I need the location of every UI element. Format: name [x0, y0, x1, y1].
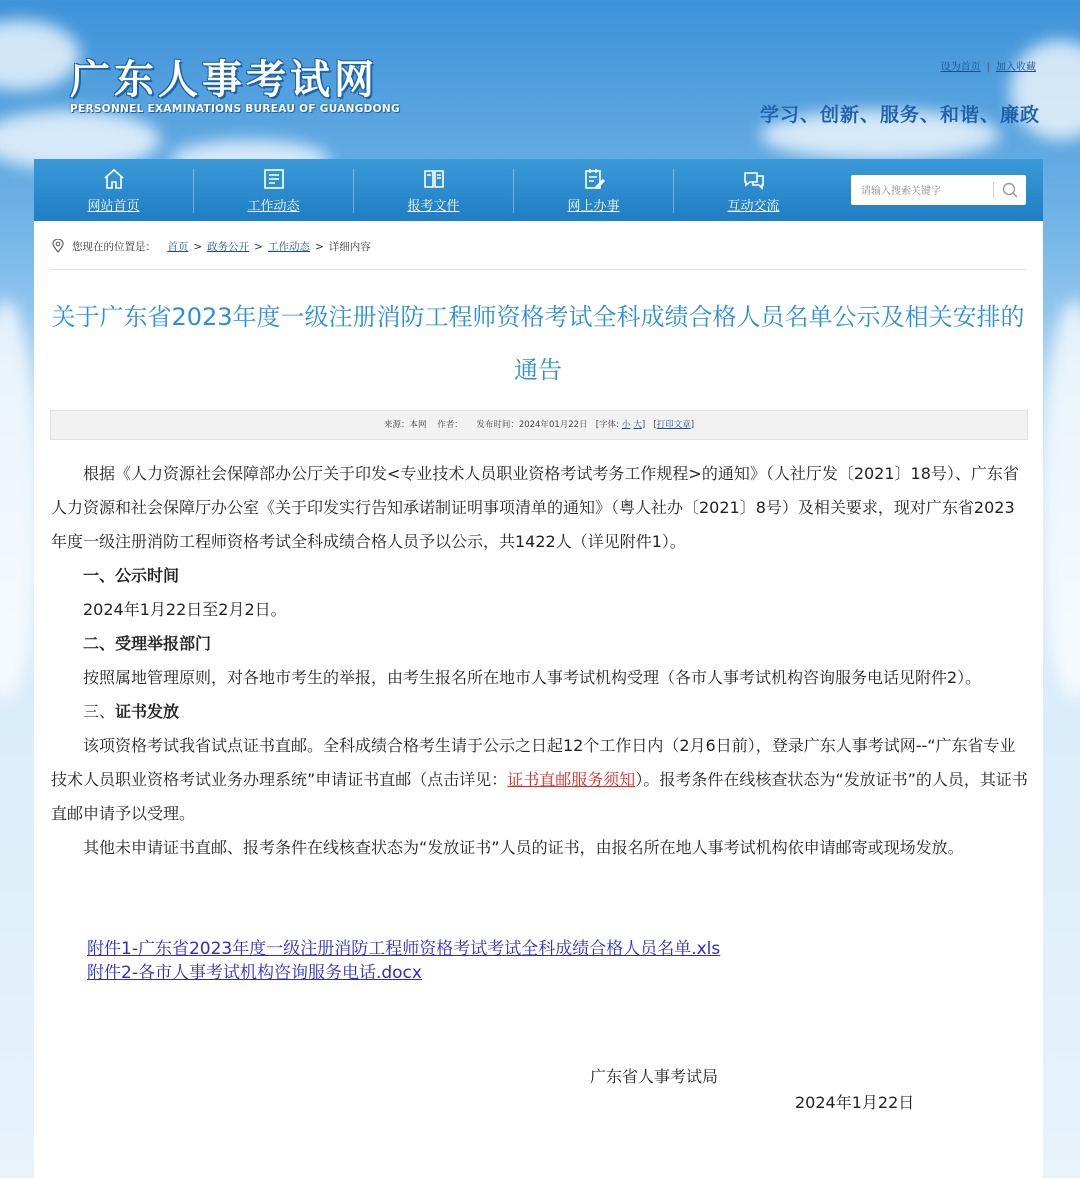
- cloud-decoration: [0, 20, 80, 90]
- breadcrumb: [52, 239, 371, 254]
- search-box: [851, 175, 1026, 205]
- section3-text-a: 该项资格考试我省试点证书直邮。全科成绩合格考生请于公示之日起12个工作日内（2月6日前），登录广东人事考试网--“广东省专业技术人员职业资格考试业务办理系统”申请证书直邮（点击详见：: [51, 736, 1016, 789]
- location-pin-icon: [52, 239, 64, 253]
- breadcrumb-prefix: 您现在的位置是：: [72, 241, 156, 253]
- nav-item-online-service[interactable]: [514, 159, 673, 221]
- nav-item-exam-files[interactable]: [354, 159, 513, 221]
- divider: [50, 269, 1026, 270]
- intro-paragraph: 根据《人力资源社会保障部办公厅关于印发<专业技术人员职业资格考试考务工作规程>的通知》（人社厅发〔2021〕18号）、广东省人力资源和社会保障厅办公室《关于印发实行告知承诺制证明事项清单的通知》（粤人社办〔2021〕8号）及相关要求，现对广东省2023年度一级注册消防工程师资格考试全科成绩合格人员予以公示，共1422人（详见附件1）。: [51, 464, 1019, 551]
- section3-text-b: ）。报考条件在线核查状态为“发放证书”的人员，其证书直邮申请予以受理。: [51, 770, 1028, 823]
- search-icon[interactable]: [999, 180, 1021, 200]
- font-small-button[interactable]: 小: [621, 420, 631, 430]
- font-large-button[interactable]: 大: [633, 420, 642, 430]
- article-body: [51, 457, 1029, 865]
- nav-item-interaction[interactable]: [674, 159, 833, 221]
- attachments: [87, 937, 720, 985]
- book-icon: [422, 167, 446, 191]
- add-favorite-link[interactable]: 加入收藏: [996, 62, 1036, 73]
- site-subtitle: PERSONNEL EXAMINATIONS BUREAU OF GUANGDONG: [70, 103, 400, 115]
- nav-label: 报考文件: [407, 199, 460, 214]
- search-input[interactable]: [859, 181, 991, 201]
- nav-item-home[interactable]: [34, 159, 193, 221]
- section3-text2: 其他未申请证书直邮、报考条件在线核查状态为“发放证书”人员的证书，由报名所在地人事考试机构依申请邮寄或现场发放。: [83, 838, 964, 857]
- cloud-decoration: [1040, 300, 1080, 700]
- breadcrumb-arrow: >: [314, 241, 324, 253]
- attachment-link[interactable]: 附件1-广东省2023年度一级注册消防工程师资格考试考试全科成绩合格人员名单.xls: [87, 939, 721, 959]
- meta-print-close: ]: [690, 420, 695, 430]
- nav-label: 工作动态: [247, 199, 300, 214]
- content-panel: [34, 221, 1043, 1178]
- news-icon: [262, 167, 286, 191]
- nav-item-news[interactable]: [194, 159, 353, 221]
- section2-heading: 二、受理举报部门: [83, 634, 212, 653]
- section3-heading-line: [51, 695, 1029, 729]
- nav-label: 互动交流: [727, 199, 780, 214]
- breadcrumb-arrow: >: [193, 241, 203, 253]
- section3-paragraph: [51, 729, 1029, 831]
- section2-text: 按照属地管理原则，对各地市考生的举报，由考生报名所在地市人事考试机构受理（各市人事考试机构咨询服务电话见附件2）。: [83, 668, 982, 687]
- chat-icon: [742, 167, 766, 191]
- section3-prefix: 三、: [83, 702, 116, 721]
- section3-heading: 证书发放: [115, 702, 180, 721]
- link-separator: |: [986, 62, 990, 73]
- main-nav: [34, 159, 1043, 221]
- nav-label: 网站首页: [87, 199, 140, 214]
- home-icon: [102, 167, 126, 191]
- meta-source: 来源：本网: [383, 420, 427, 430]
- meta-published: 发布时间：2024年01月22日: [476, 420, 588, 430]
- article-meta: [50, 410, 1028, 440]
- meta-font-close: ]: [641, 420, 646, 430]
- slogan: 学习、创新、服务、和谐、廉政: [759, 104, 1040, 126]
- print-article-link[interactable]: 打印文章: [656, 420, 691, 430]
- breadcrumb-gov-affairs[interactable]: 政务公开: [207, 241, 250, 253]
- attachment-link[interactable]: 附件2-各市人事考试机构咨询服务电话.docx: [87, 963, 422, 983]
- signature-date: 2024年1月22日: [795, 1093, 915, 1112]
- breadcrumb-arrow: >: [254, 241, 263, 253]
- cert-mail-notice-link[interactable]: 证书直邮服务须知: [507, 770, 636, 789]
- top-links: [941, 58, 1036, 73]
- section1-text: 2024年1月22日至2月2日。: [83, 600, 287, 619]
- clipboard-icon: [582, 167, 606, 191]
- article-title: 关于广东省2023年度一级注册消防工程师资格考试全科成绩合格人员名单公示及相关安排的通告: [51, 303, 1025, 384]
- breadcrumb-current: 详细内容: [328, 241, 371, 253]
- signature-org: 广东省人事考试局: [590, 1067, 719, 1086]
- site-title: 广东人事考试网: [70, 57, 378, 103]
- breadcrumb-home[interactable]: 首页: [167, 241, 189, 253]
- nav-label: 网上办事: [567, 199, 620, 214]
- meta-print-open: [: [653, 420, 657, 430]
- set-home-link[interactable]: 设为首页: [940, 62, 981, 73]
- meta-font-label: [字体:: [595, 420, 619, 430]
- section1-heading: 一、公示时间: [83, 566, 180, 585]
- search-divider: [993, 182, 994, 198]
- meta-author: 作者：: [437, 420, 463, 430]
- breadcrumb-work-news[interactable]: 工作动态: [267, 241, 310, 253]
